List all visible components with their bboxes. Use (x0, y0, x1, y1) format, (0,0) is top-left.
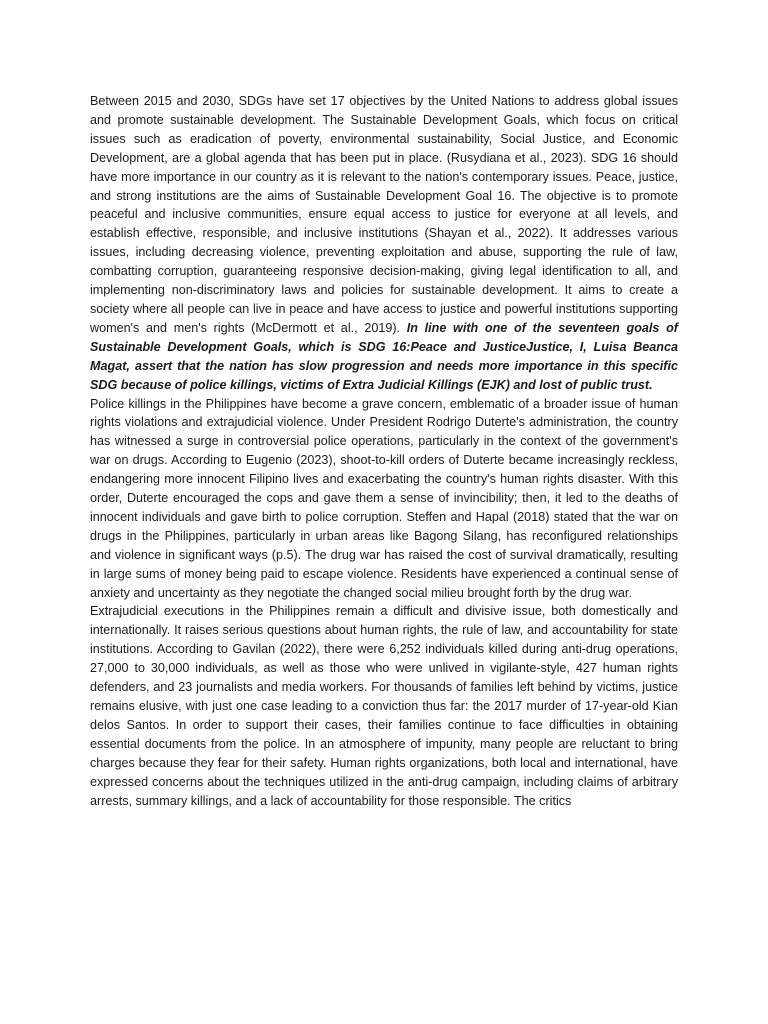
paragraph-police-killings: Police killings in the Philippines have become a grave concern, emblematic of a broader issue of human rights violations and extrajudicial violence. Under President Rodrigo Duterte's administration, the country has witnessed a surge in controversial police operations, particularly in the context of the government's war on drugs. According to Eugenio (2023), shoot-to-kill orders of Duterte became increasingly reckless, endangering more innocent Filipino lives and exacerbating the country's human rights disaster. With this order, Duterte encouraged the cops and gave them a sense of invincibility; then, it led to the deaths of innocent individuals and gave birth to police corruption. Steffen and Hapal (2018) stated that the war on drugs in the Philippines, particularly in urban areas like Bagong Silang, has reconfigured relationships and violence in significant ways (p.5). The drug war has raised the cost of survival dramatically, resulting in large sums of money being paid to escape violence. Residents have experienced a continual sense of anxiety and uncertainty as they negotiate the changed social milieu brought forth by the drug war. (90, 396, 678, 600)
document-page (90, 92, 678, 810)
thesis-statement: In line with one of the seventeen goals of Sustainable Development Goals, which is SDG 16:Peace and JusticeJustice, I, Luisa Beanca Magat, assert that the nation has slow progression and needs more importance in this specific SDG because of police killings, victims of Extra Judicial Killings (EJK) and lost of public trust. (90, 320, 678, 392)
paragraph-text: Between 2015 and 2030, SDGs have set 17 objectives by the United Nations to address global issues and promote sustainable development. The Sustainable Development Goals, which focus on critical issues such as eradication of poverty, environmental sustainability, Social Justice, and Economic Development, are a global agenda that has been put in place. (Rusydiana et al., 2023). SDG 16 should have more importance in our country as it is relevant to the nation's contemporary issues. Peace, justice, and strong institutions are the aims of Sustainable Development Goal 16. The objective is to promote peaceful and inclusive communities, ensure equal access to justice for everyone at all levels, and establish effective, responsible, and inclusive institutions (Shayan et al., 2022). It addresses various issues, including decreasing violence, preventing exploitation and abuse, supporting the rule of law, combatting corruption, guaranteeing responsive decision-making, giving legal identification to all, and implementing non-discriminatory laws and policies for sustainable development. It aims to create a society where all people can live in peace and have access to justice and powerful institutions supporting women's and men's rights (McDermott et al., 2019). (90, 94, 678, 335)
paragraph-extrajudicial-executions: Extrajudicial executions in the Philippines remain a difficult and divisive issue, both domestically and internationally. It raises serious questions about human rights, the rule of law, and accountability for state institutions. According to Gavilan (2022), there were 6,252 individuals killed during anti-drug operations, 27,000 to 30,000 individuals, as well as those who were unlived in vigilante-style, 427 human rights defenders, and 23 journalists and media workers. For thousands of families left behind by victims, justice remains elusive, with just one case leading to a conviction thus far: the 2017 murder of 17-year-old Kian delos Santos. In order to support their cases, their families continue to face difficulties in obtaining essential documents from the police. In an atmosphere of impunity, many people are reluctant to bring charges because they fear for their safety. Human rights organizations, both local and international, have expressed concerns about the techniques utilized in the anti-drug campaign, including claims of arbitrary arrests, summary killings, and a lack of accountability for those responsible. The critics (90, 604, 678, 808)
paragraph-sdg16-intro (90, 92, 678, 395)
